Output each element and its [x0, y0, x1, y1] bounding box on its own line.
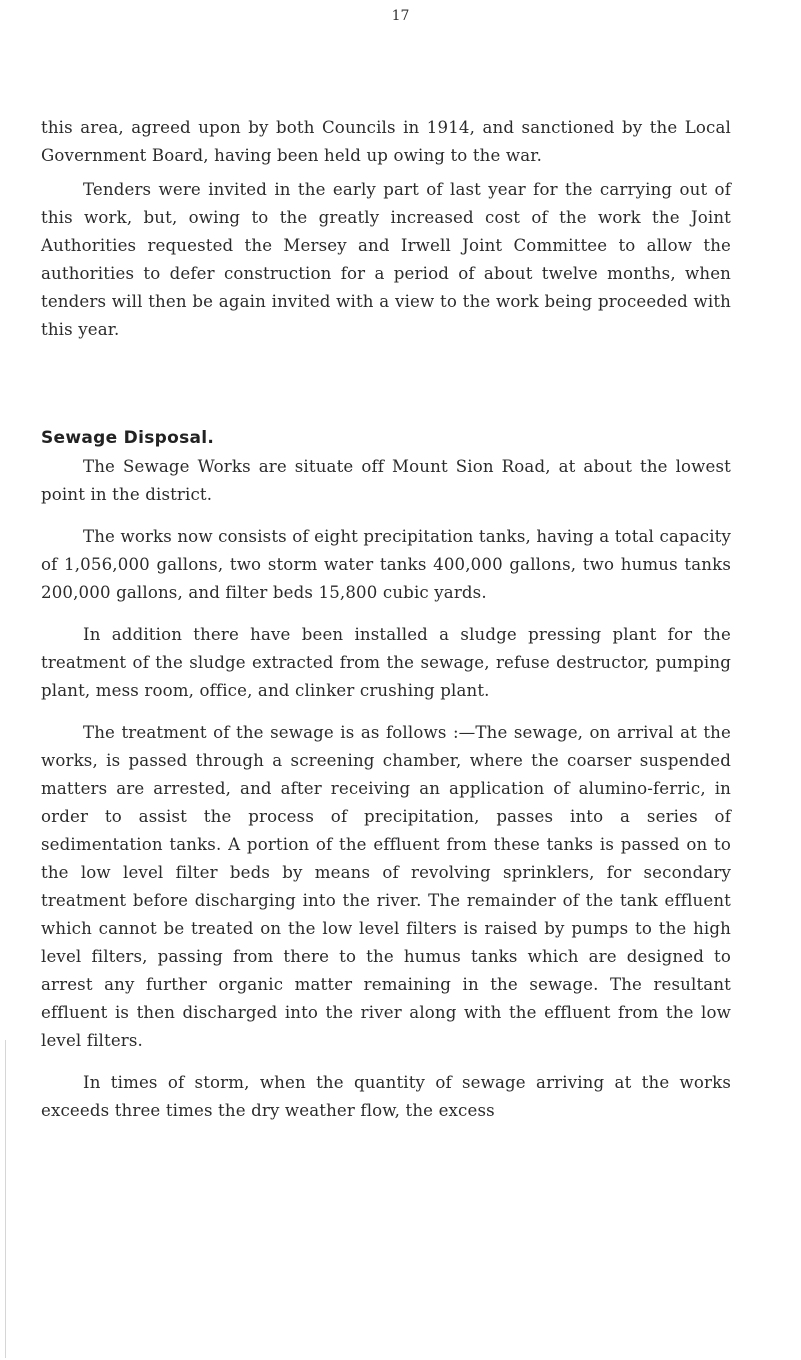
paragraph-installed-plant: In addition there have been installed a sludge pressing plant for the treatment of the sludge extracted from the sewage, refuse destructor, pumping plant, mess room, office, and clinker crushing plant.: [41, 625, 731, 700]
section-heading-sewage-disposal: Sewage Disposal.: [41, 428, 215, 448]
paragraph-works-capacity: The works now consists of eight precipitation tanks, having a total capacity of 1,056,000 gallons, two storm water tanks 400,000 gallons, two humus tanks 200,000 gallons, and filter beds 15,800 cubic yards.: [41, 527, 731, 602]
paragraph-tenders: Tenders were invited in the early part of last year for the carrying out of this work, but, owing to the greatly increased cost of the work the Joint Authorities requested the Mersey and Irwell Joint Committee to allow the authorities to defer construction for a period of about twelve months, when tenders will then be again invited with a view to the work being proceeded with this year.: [41, 180, 731, 339]
page-edge-line: [5, 1040, 6, 1358]
body-text-top: [41, 114, 731, 344]
body-text-sewage-disposal: [41, 453, 731, 1125]
paragraph-storm-times: In times of storm, when the quantity of sewage arriving at the works exceeds three times the dry weather flow, the excess: [41, 1073, 731, 1120]
paragraph-continuation: this area, agreed upon by both Councils in 1914, and sanctioned by the Local Government Board, having been held up owing to the war.: [41, 118, 731, 165]
paragraph-treatment-process: The treatment of the sewage is as follows :—The sewage, on arrival at the works, is passed through a screening chamber, where the coarser suspended matters are arrested, and after receiving an application of alumino-ferric, in order to assist the process of precipitation, passes into a series of sedimentation tanks. A portion of the effluent from these tanks is passed on to the low level filter beds by means of revolving sprinklers, for secondary treatment before discharging into the river. The remainder of the tank effluent which cannot be treated on the low level filters is raised by pumps to the high level filters, passing from there to the humus tanks which are designed to arrest any further organic matter remaining in the sewage. The resultant effluent is then discharged into the river along with the effluent from the low level filters.: [41, 723, 731, 1050]
paragraph-sewage-works-location: The Sewage Works are situate off Mount Sion Road, at about the lowest point in the district.: [41, 457, 731, 504]
page-number: 17: [391, 8, 410, 24]
